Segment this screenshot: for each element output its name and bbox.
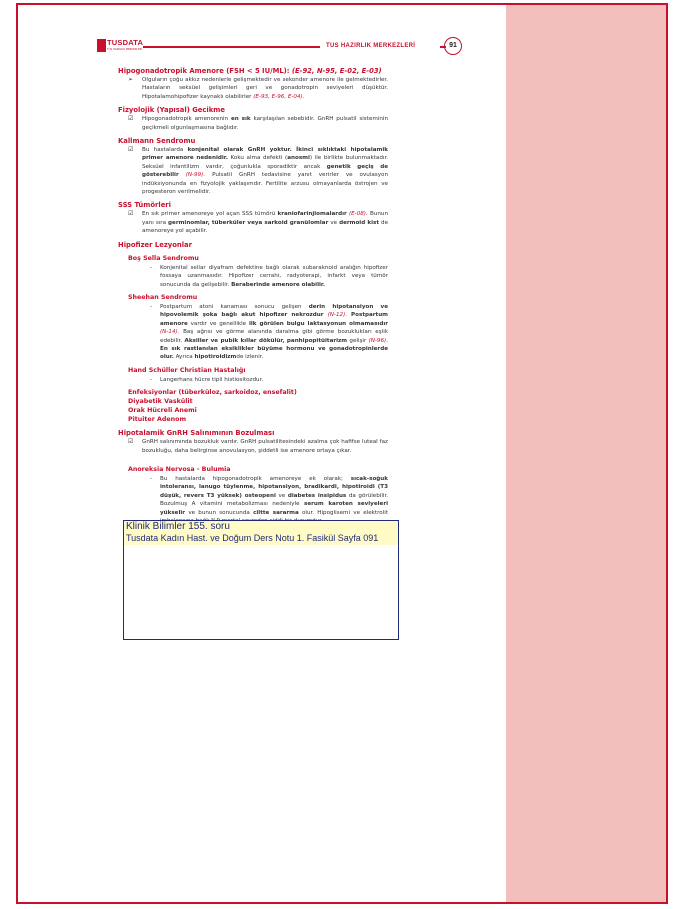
list-item: ☑ En sık primer amenoreye yol açan SSS tümörü kraniofarinjiomalardır (E-08). Bunun yanı sıra germinomlar, tüberküler veya sarkoid granülomlar ve dermoid kist de amenoreye yol açabilir. [128,210,389,235]
logo-text: TUSDATA [107,38,144,47]
subsection-heading: Anoreksia Nervosa - Bulumia [128,465,231,473]
list-item: ➢ Olguların çoğu akkız nedenlerle gelişmektedir ve sekonder amenore ile gelmektedirler. Hastaların seksüel gelişimleri geri ve gonadotropin seviyeleri düşüktür. Hipotalamohipofizer kaynaklı olabilirler (E-93, E-96, E-04). [128,76,388,100]
page-content [118,66,388,527]
checkbox-bullet-icon: ☑ [128,210,134,218]
checkbox-bullet-icon: ☑ [128,115,134,123]
list-item: ☑ GnRH salınımında bozukluk vardır. GnRH pulsatilitesindeki azalma çok hafifse luteal faz bozukluğu, daha belirginse anovulasyon, şiddetli ise amenore ortaya çıkar. [128,438,388,454]
list-item: ☑ Hipogonadotropik amenorenin en sık karşılaşılan sebebidir. GnRH pulsatil sisteminin geçikmeli olgunlaşmasına bağlıdır. [128,115,388,131]
arrow-bullet-icon: ➢ [128,76,134,83]
section-heading: SSS Tümörleri [118,201,171,210]
section-heading: Hipogonadotropik Amenore (FSH < 5 IU/ML): (E-92, N-95, E-02, E-03) [118,67,382,75]
list-item: Enfeksiyonlar (tüberküloz, sarkoidoz, ensefalit) [128,389,297,397]
checkbox-bullet-icon: ☑ [128,146,134,154]
logo-subtext: TUS HAZIRLIK MERKEZLERİ [107,48,143,51]
section-heading: Hipotalamik GnRH Salınımının Bozulması [118,429,275,438]
list-item: Pituiter Adenom [128,416,187,424]
other-causes-list [118,388,388,424]
list-item: - Bu hastalarda hipogonadotropik amenoreye ek olarak; sıcak-soğuk intoleransı, lanugo tüylenme, hipotansiyon, bradikardi, hipotiroidi (T3 düşük, revers T3 yüksek) osteopeni ve diabetes insipidus da görülebilir. Bozulmuş A vitamini metabolizması nedeniyle serum karoten seviyeleri yükselir ve bunun sonucunda ciltte sararma olur. Hipoglisemi ve elektrolit [150,475,389,516]
subsection-heading: Sheehan Sendromu [128,293,198,301]
subsection-heading: Hand Schüller Christian Hastalığı [128,366,246,374]
section-heading: Fizyolojik (Yapısal) Gecikme [118,106,225,115]
list-item: - Postpartum atoni kanaması sonucu gelişen derin hipotansiyon ve hipovolemik şoka bağlı akut hipofizer nekrozdur (N-12). Postpartum amenore vardır ve genellikle ilk görülen bulgu laktasyonun olmamasıdır (N-14). Baş ağrısı ve görme alanında daralma gibi görme bozuklukları eşlik edebilir. Aksiller ve pubik kıllar dökülür, panhipopitüitarizm gelişir (N-96). En sık rastlanılan eksiklikler büyüme hormonu ve gonadotropinlerde olur. Ayrıca hipotiroidizmde izlenir. [150,303,389,361]
margin-sidebar [506,5,666,902]
page-number: 91 [444,37,462,55]
logo-mark-icon [97,39,106,52]
list-item: - Langerhans hücre tipli histiositozdur. [150,376,264,383]
header-title: TUS HAZIRLIK MERKEZLERİ [326,43,416,49]
annotation-line-1: Klinik Bilimler 155. soru [126,521,230,532]
section-heading: Kallmann Sendromu [118,137,196,146]
tusdata-logo [97,38,143,58]
list-item: - Konjenital sellar diyafram defektine bağlı olarak subaraknoid aralığın hipofizer fossaya uzanmasıdır. Hipofizer cerrahi, radyoterapi, infarkt veya tümör sonucunda da gelişebilir. Beraberinde amenore olabilir. [150,264,388,288]
subsection-heading: Boş Sella Sendromu [128,254,199,262]
annotation-line-2: Tusdata Kadın Hast. ve Doğum Ders Notu 1. Fasikül Sayfa 091 [126,533,379,543]
list-item: ☑ Bu hastalarda konjenital olarak GnRH yoktur. İkinci sıklıktaki hipotalamik primer amenore nedenidir. Koku alma defekti (anosmi) ile birlikte bulunmaktadır. Seksüel infantilizm vardır, çoğunlukla sporadiktir ancak genetik geçiş de gösterebilir (N-99). Pulsatil GnRH tedavisine yanıt verirler ve ovulasyon indüksiyonunda en fizyolojik yaklaşımdır. Fertilite arzusu olmayanlarda östrojen ve progesteron verilmelidir. [128,146,389,196]
section-heading: Hipofizer Lezyonlar [118,240,192,249]
list-item: Diyabetik Vaskülit [128,398,193,406]
checkbox-bullet-icon: ☑ [128,438,134,446]
list-item: Orak Hücreli Anemi [128,407,197,415]
